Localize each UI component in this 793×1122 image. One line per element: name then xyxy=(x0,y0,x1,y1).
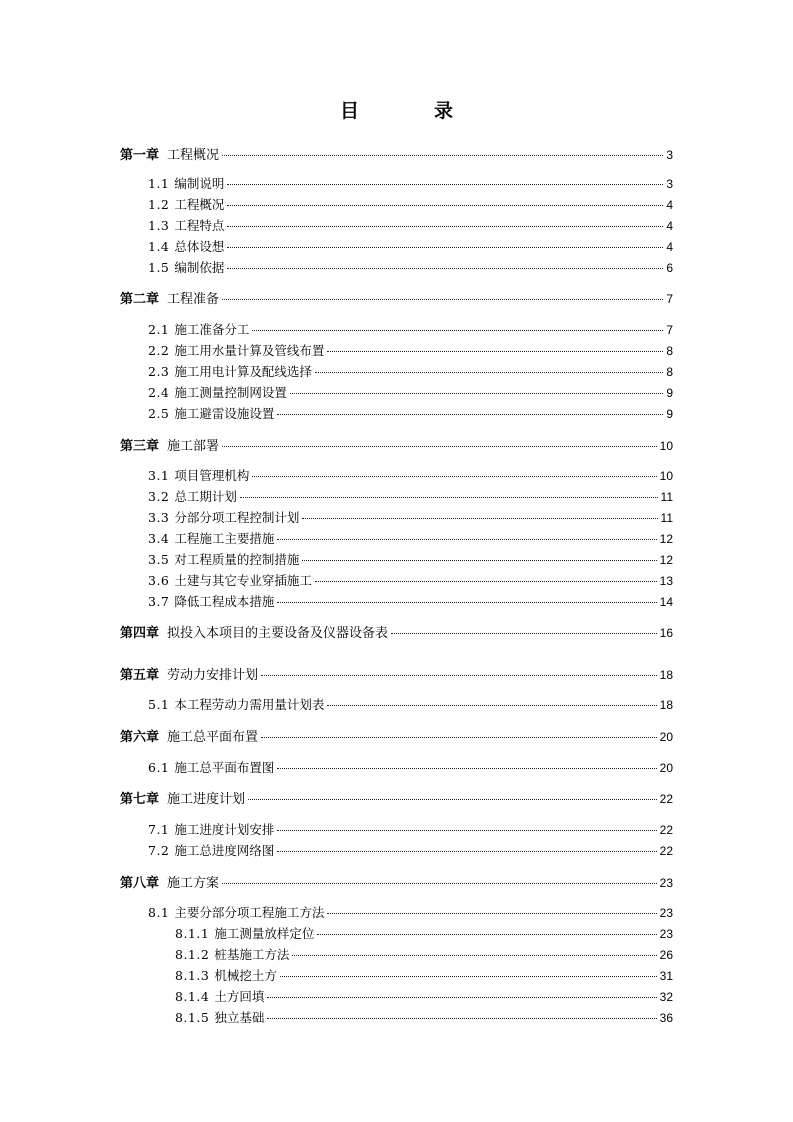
toc-dot-leader xyxy=(222,154,663,156)
toc-page-number: 4 xyxy=(666,240,673,254)
toc-page-number: 36 xyxy=(659,1011,673,1025)
toc-entry-label: 项目管理机构 xyxy=(174,468,250,483)
toc-dot-leader xyxy=(292,954,656,956)
toc-page-number: 7 xyxy=(666,292,673,306)
toc-section-entry[interactable] xyxy=(148,238,673,256)
toc-page-number: 10 xyxy=(659,469,673,483)
toc-section-entry[interactable] xyxy=(148,593,673,611)
toc-section-entry[interactable] xyxy=(148,842,673,860)
toc-entry-number: 2.1 xyxy=(148,322,170,337)
toc-entry-number: 8.1.4 xyxy=(175,989,210,1004)
toc-page-number: 20 xyxy=(659,761,673,775)
toc-dot-leader xyxy=(315,371,663,373)
toc-section-entry[interactable] xyxy=(148,321,673,339)
toc-dot-leader xyxy=(277,413,663,415)
toc-entry-number: 1.3 xyxy=(148,218,170,233)
toc-dot-leader xyxy=(277,850,656,852)
toc-entry-label: 对工程质量的控制措施 xyxy=(174,552,300,567)
toc-dot-leader xyxy=(227,204,663,206)
toc-dot-leader xyxy=(227,267,663,269)
toc-section-entry[interactable] xyxy=(148,904,673,922)
toc-dot-leader xyxy=(302,559,656,561)
toc-chapter-entry[interactable] xyxy=(120,728,673,746)
toc-page-number: 4 xyxy=(666,219,673,233)
toc-entry-number: 3.7 xyxy=(148,594,170,609)
toc-page-number: 8 xyxy=(666,365,673,379)
toc-dot-leader xyxy=(240,496,658,498)
toc-entry-number: 8.1 xyxy=(148,905,170,920)
toc-entry-number: 第四章 xyxy=(120,626,160,641)
toc-entry-label: 施工测量放样定位 xyxy=(214,926,315,941)
toc-section-entry[interactable] xyxy=(148,759,673,777)
toc-dot-leader xyxy=(315,580,657,582)
toc-entry-label: 总工期计划 xyxy=(174,489,237,504)
toc-entry-number: 8.1.3 xyxy=(175,968,210,983)
toc-entry-label: 机械挖土方 xyxy=(214,968,277,983)
toc-entry-label: 劳动力安排计划 xyxy=(167,668,259,683)
toc-section-entry[interactable] xyxy=(148,551,673,569)
toc-page-number: 7 xyxy=(666,323,673,337)
toc-page-number: 14 xyxy=(659,595,673,609)
toc-entry-number: 1.4 xyxy=(148,239,170,254)
toc-page-number: 23 xyxy=(659,927,673,941)
toc-page-number: 22 xyxy=(659,823,673,837)
toc-entry-label: 施工总进度网络图 xyxy=(174,843,275,858)
toc-entry-number: 2.2 xyxy=(148,343,170,358)
toc-entry-number: 1.1 xyxy=(148,176,170,191)
toc-dot-leader xyxy=(277,767,656,769)
toc-entry-number: 1.2 xyxy=(148,197,170,212)
toc-entry-label: 施工进度计划安排 xyxy=(174,822,275,837)
toc-page-number: 11 xyxy=(660,511,673,525)
toc-entry-label: 工程概况 xyxy=(174,197,225,212)
toc-dot-leader xyxy=(277,829,656,831)
toc-dot-leader xyxy=(391,632,657,634)
toc-entry-number: 3.4 xyxy=(148,531,170,546)
toc-entry-label: 编制依据 xyxy=(174,260,225,275)
toc-dot-leader xyxy=(261,674,657,676)
toc-entry-number: 第五章 xyxy=(120,668,160,683)
toc-chapter-entry[interactable] xyxy=(120,790,673,808)
toc-page-number: 32 xyxy=(659,990,673,1004)
toc-page-number: 13 xyxy=(659,574,673,588)
toc-entry-label: 工程概况 xyxy=(167,148,220,163)
toc-section-entry[interactable] xyxy=(148,196,673,214)
toc-page-number: 18 xyxy=(659,668,673,682)
toc-page-number: 16 xyxy=(659,626,673,640)
toc-page-number: 12 xyxy=(659,553,673,567)
toc-page-number: 9 xyxy=(666,386,673,400)
toc-entry-label: 工程准备 xyxy=(167,292,220,307)
toc-dot-leader xyxy=(227,183,663,185)
toc-subsection-entry[interactable] xyxy=(175,925,673,943)
toc-page-number: 3 xyxy=(666,148,673,162)
toc-subsection-entry[interactable] xyxy=(175,988,673,1006)
toc-section-entry[interactable] xyxy=(148,384,673,402)
toc-entry-label: 独立基础 xyxy=(214,1010,265,1025)
toc-entry-number: 5.1 xyxy=(148,697,170,712)
toc-page-number: 9 xyxy=(666,407,673,421)
toc-dot-leader xyxy=(252,475,656,477)
toc-entry-number: 7.1 xyxy=(148,822,170,837)
toc-entry-label: 工程施工主要措施 xyxy=(174,531,275,546)
toc-entry-label: 编制说明 xyxy=(174,176,225,191)
toc-subsection-entry[interactable] xyxy=(175,946,673,964)
toc-page-number: 22 xyxy=(659,844,673,858)
toc-dot-leader xyxy=(290,392,663,394)
toc-page-number: 8 xyxy=(666,344,673,358)
toc-entry-number: 6.1 xyxy=(148,760,170,775)
toc-entry-label: 施工总平面布置图 xyxy=(174,760,275,775)
toc-section-entry[interactable] xyxy=(148,217,673,235)
toc-entry-label: 总体设想 xyxy=(174,239,225,254)
toc-section-entry[interactable] xyxy=(148,467,673,485)
toc-entry-label: 施工避雷设施设置 xyxy=(174,406,275,421)
toc-entry-number: 8.1.2 xyxy=(175,947,210,962)
toc-section-entry[interactable] xyxy=(148,696,673,714)
toc-entry-number: 1.5 xyxy=(148,260,170,275)
toc-dot-leader xyxy=(267,996,656,998)
toc-entry-label: 施工进度计划 xyxy=(167,792,246,807)
toc-entry-number: 8.1.1 xyxy=(175,926,210,941)
toc-dot-leader xyxy=(222,882,657,884)
toc-page-number: 18 xyxy=(659,698,673,712)
toc-section-entry[interactable] xyxy=(148,259,673,277)
toc-dot-leader xyxy=(252,329,663,331)
toc-dot-leader xyxy=(227,225,663,227)
toc-entry-number: 3.2 xyxy=(148,489,170,504)
toc-dot-leader xyxy=(277,538,656,540)
toc-section-entry[interactable] xyxy=(148,363,673,381)
toc-entry-label: 分部分项工程控制计划 xyxy=(174,510,300,525)
toc-entry-label: 桩基施工方法 xyxy=(214,947,290,962)
toc-entry-label: 施工准备分工 xyxy=(174,322,250,337)
toc-chapter-entry[interactable] xyxy=(120,624,673,642)
toc-entry-number: 第三章 xyxy=(120,439,160,454)
toc-entry-number: 第七章 xyxy=(120,792,160,807)
toc-page-number: 20 xyxy=(659,730,673,744)
toc-entry-number: 第六章 xyxy=(120,730,160,745)
toc-dot-leader xyxy=(302,517,657,519)
toc-entry-label: 土建与其它专业穿插施工 xyxy=(174,573,312,588)
toc-page-number: 23 xyxy=(659,906,673,920)
toc-entry-number: 2.5 xyxy=(148,406,170,421)
toc-subsection-entry[interactable] xyxy=(175,1009,673,1027)
toc-dot-leader xyxy=(261,736,657,738)
page-title: 目 录 xyxy=(339,100,481,122)
toc-page-number: 11 xyxy=(660,490,673,504)
toc-entry-label: 施工用电计算及配线选择 xyxy=(174,364,312,379)
toc-section-entry[interactable] xyxy=(148,175,673,193)
toc-chapter-entry[interactable] xyxy=(120,874,673,892)
toc-entry-label: 施工总平面布置 xyxy=(167,730,259,745)
toc-entry-number: 3.1 xyxy=(148,468,170,483)
toc-entry-label: 施工测量控制网设置 xyxy=(174,385,287,400)
toc-dot-leader xyxy=(317,933,656,935)
toc-dot-leader xyxy=(267,1017,656,1019)
toc-entry-label: 拟投入本项目的主要设备及仪器设备表 xyxy=(167,626,389,641)
toc-entry-number: 第八章 xyxy=(120,876,160,891)
toc-dot-leader xyxy=(222,445,657,447)
toc-section-entry[interactable] xyxy=(148,821,673,839)
toc-entry-label: 施工部署 xyxy=(167,439,220,454)
toc-chapter-entry[interactable] xyxy=(120,437,673,455)
toc-dot-leader xyxy=(277,601,656,603)
toc-page-number: 26 xyxy=(659,948,673,962)
toc-entry-number: 8.1.5 xyxy=(175,1010,210,1025)
toc-section-entry[interactable] xyxy=(148,572,673,590)
toc-entry-number: 3.6 xyxy=(148,573,170,588)
toc-entry-number: 第一章 xyxy=(120,148,160,163)
toc-dot-leader xyxy=(327,350,663,352)
toc-entry-label: 施工用水量计算及管线布置 xyxy=(174,343,325,358)
toc-dot-leader xyxy=(222,298,663,300)
toc-subsection-entry[interactable] xyxy=(175,967,673,985)
toc-page-number: 12 xyxy=(659,532,673,546)
toc-dot-leader xyxy=(327,704,656,706)
toc-entry-label: 降低工程成本措施 xyxy=(174,594,275,609)
toc-page-number: 3 xyxy=(666,177,673,191)
toc-chapter-entry[interactable] xyxy=(120,290,673,308)
toc-section-entry[interactable] xyxy=(148,405,673,423)
toc-section-entry[interactable] xyxy=(148,342,673,360)
toc-page-number: 23 xyxy=(659,876,673,890)
toc-page-number: 6 xyxy=(666,261,673,275)
toc-dot-leader xyxy=(280,975,657,977)
toc-entry-number: 3.5 xyxy=(148,552,170,567)
toc-page-number: 31 xyxy=(659,969,673,983)
toc-entry-label: 施工方案 xyxy=(167,876,220,891)
toc-page-number: 10 xyxy=(659,439,673,453)
toc-entry-label: 土方回填 xyxy=(214,989,265,1004)
toc-entry-label: 本工程劳动力需用量计划表 xyxy=(174,697,325,712)
toc-entry-number: 2.4 xyxy=(148,385,170,400)
toc-dot-leader xyxy=(327,912,656,914)
toc-chapter-entry[interactable] xyxy=(120,146,673,164)
toc-entry-number: 3.3 xyxy=(148,510,170,525)
toc-page-number: 4 xyxy=(666,198,673,212)
toc-dot-leader xyxy=(248,798,657,800)
toc-dot-leader xyxy=(227,246,663,248)
toc-section-entry[interactable] xyxy=(148,530,673,548)
toc-section-entry[interactable] xyxy=(148,509,673,527)
toc-section-entry[interactable] xyxy=(148,488,673,506)
toc-chapter-entry[interactable] xyxy=(120,666,673,684)
toc-entry-number: 2.3 xyxy=(148,364,170,379)
toc-entry-label: 工程特点 xyxy=(174,218,225,233)
toc-page-number: 22 xyxy=(659,792,673,806)
toc-entry-label: 主要分部分项工程施工方法 xyxy=(174,905,325,920)
toc-entry-number: 第二章 xyxy=(120,292,160,307)
toc-entry-number: 7.2 xyxy=(148,843,170,858)
